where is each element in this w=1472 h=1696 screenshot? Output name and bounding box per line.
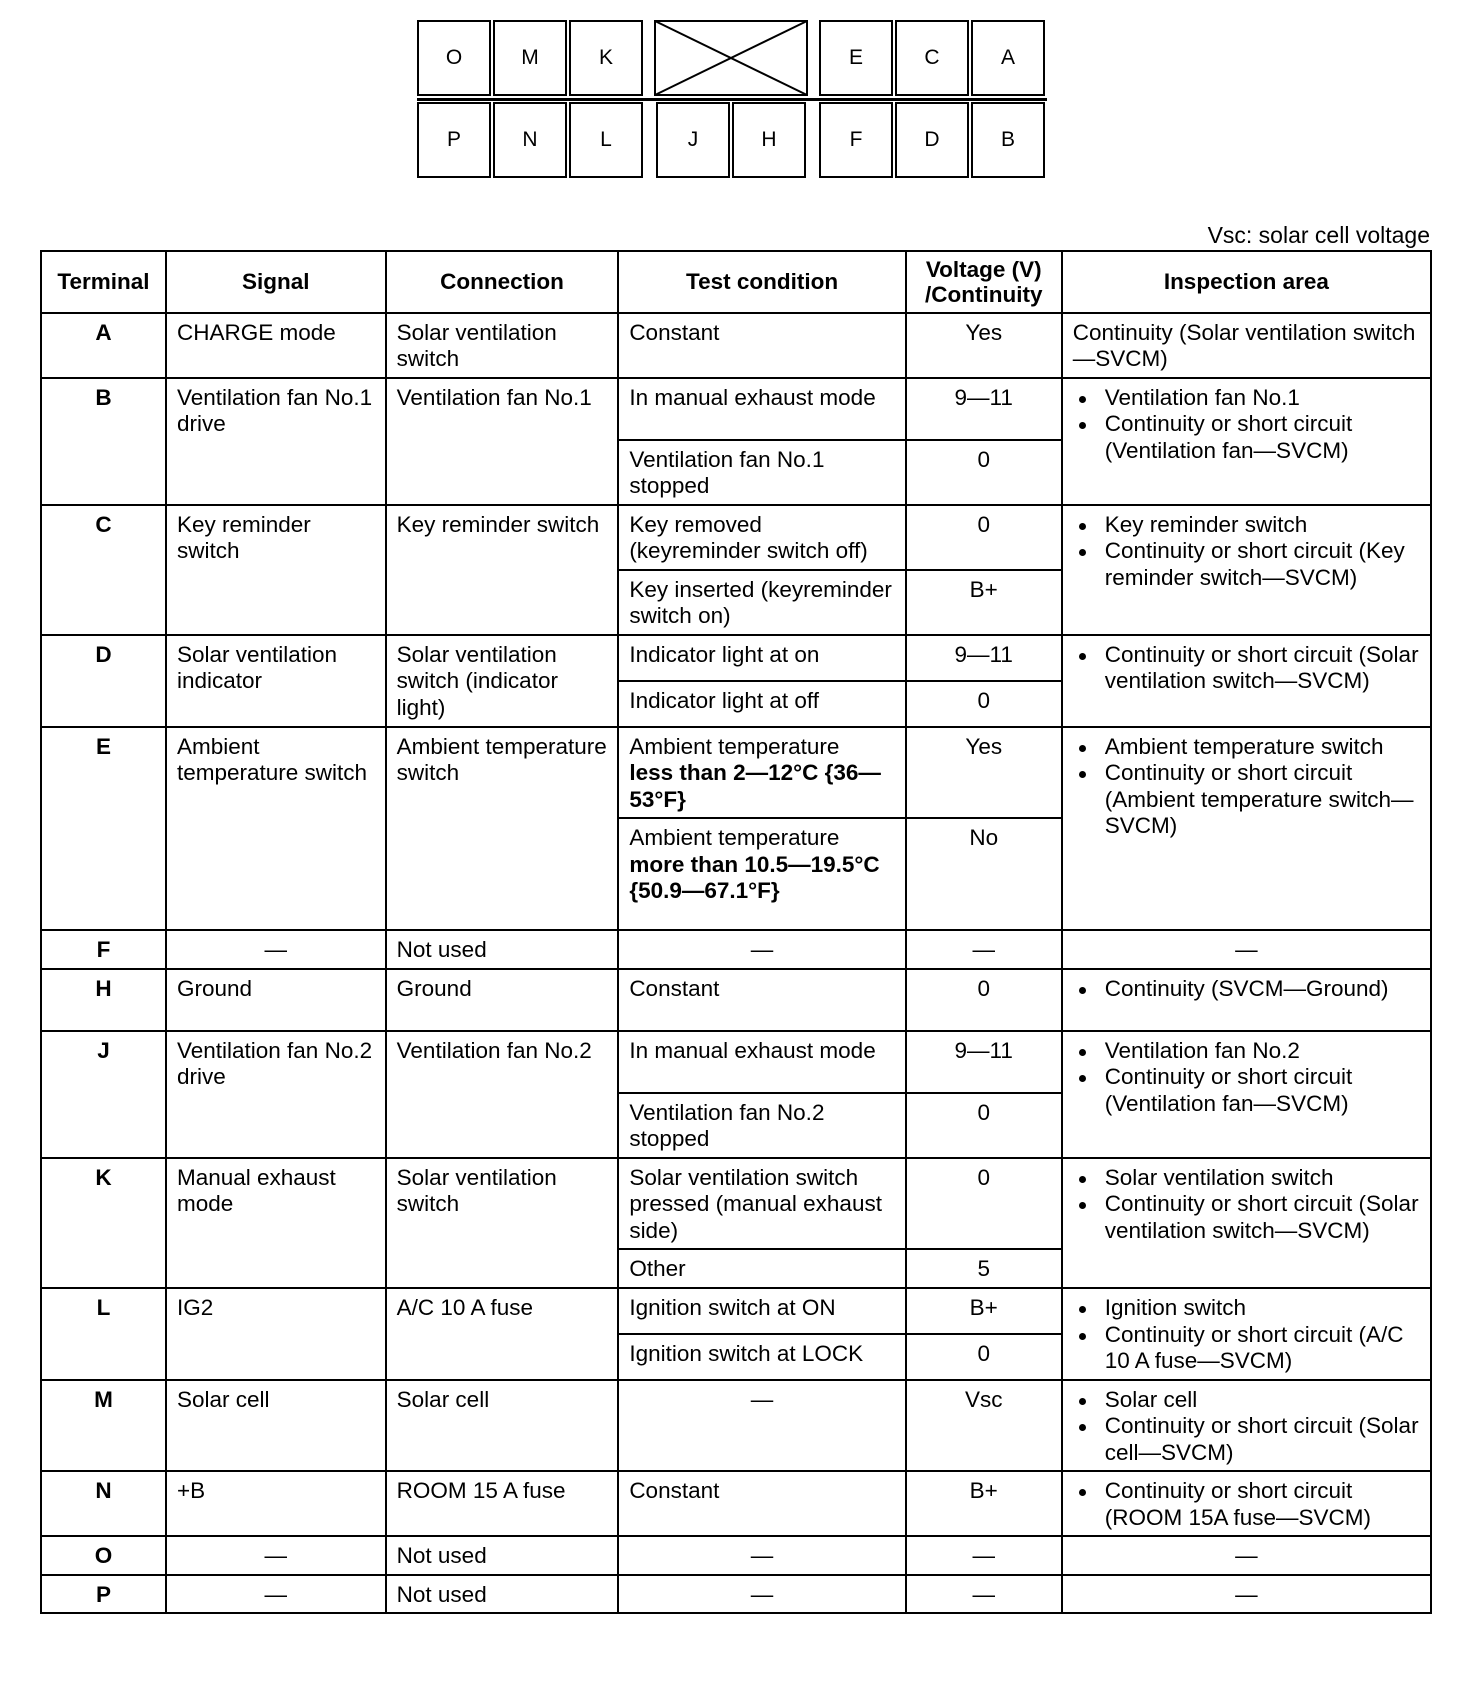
pin-O: O xyxy=(417,20,491,96)
table-row-D xyxy=(41,635,1431,681)
terminal-cell: H xyxy=(41,969,166,1031)
condition-cell: Ventilation fan No.2 stopped xyxy=(618,1093,905,1158)
pin-N: N xyxy=(493,102,567,178)
terminal-cell: A xyxy=(41,313,166,378)
header-signal: Signal xyxy=(166,251,386,313)
condition-cell: Solar ventilation switch pressed (manual exhaust side) xyxy=(618,1158,905,1250)
condition-cell xyxy=(618,818,905,930)
signal-cell: Ground xyxy=(166,969,386,1031)
inspection-item: Continuity or short circuit (A/C 10 A fuse—SVCM) xyxy=(1073,1322,1420,1375)
header-row xyxy=(41,251,1431,313)
pin-F: F xyxy=(819,102,893,178)
condition-cell xyxy=(618,727,905,819)
inspection-item: Ignition switch xyxy=(1073,1295,1420,1322)
inspection-cell xyxy=(1062,635,1431,727)
voltage-cell: 9—11 xyxy=(906,635,1062,681)
condition-threshold: less than 2—12°C {36—53°F} xyxy=(629,760,881,812)
voltage-cell: 9—11 xyxy=(906,1031,1062,1093)
signal-cell: Solar cell xyxy=(166,1380,386,1472)
inspection-cell xyxy=(1062,1031,1431,1158)
table-row-A xyxy=(41,313,1431,378)
condition-cell: Key removed (keyreminder switch off) xyxy=(618,505,905,570)
pin-K: K xyxy=(569,20,643,96)
voltage-cell: 5 xyxy=(906,1249,1062,1288)
table-row-L xyxy=(41,1288,1431,1334)
condition-text: Ambient temperature xyxy=(629,825,840,851)
condition-cell: Indicator light at on xyxy=(618,635,905,681)
connection-cell: Ventilation fan No.2 xyxy=(386,1031,619,1158)
signal-cell: — xyxy=(166,1536,386,1575)
condition-cell: In manual exhaust mode xyxy=(618,1031,905,1093)
voltage-cell: 0 xyxy=(906,505,1062,570)
voltage-cell: Yes xyxy=(906,727,1062,819)
header-test-condition: Test condition xyxy=(618,251,905,313)
inspection-cell: — xyxy=(1062,930,1431,969)
connection-cell: Not used xyxy=(386,930,619,969)
voltage-cell: B+ xyxy=(906,1288,1062,1334)
header-terminal: Terminal xyxy=(41,251,166,313)
vsc-legend: Vsc: solar cell voltage xyxy=(1207,222,1430,248)
voltage-cell: 9—11 xyxy=(906,378,1062,440)
signal-cell: Ventilation fan No.2 drive xyxy=(166,1031,386,1158)
connection-cell: Ground xyxy=(386,969,619,1031)
voltage-cell: Yes xyxy=(906,313,1062,378)
inspection-item: Continuity or short circuit (Ventilation fan—SVCM) xyxy=(1073,1064,1420,1117)
inspection-item: Solar ventilation switch xyxy=(1073,1165,1420,1192)
inspection-cell xyxy=(1062,378,1431,505)
header-voltage xyxy=(906,251,1062,313)
condition-cell: Other xyxy=(618,1249,905,1288)
pin-B: B xyxy=(971,102,1045,178)
voltage-cell: 0 xyxy=(906,969,1062,1031)
terminal-spec-table xyxy=(40,250,1432,1614)
table-row-F xyxy=(41,930,1431,969)
inspection-item: Continuity or short circuit (Solar ventilation switch—SVCM) xyxy=(1073,642,1420,695)
table-row-B xyxy=(41,378,1431,440)
condition-cell: Constant xyxy=(618,1471,905,1536)
inspection-item: Continuity or short circuit (ROOM 15A fuse—SVCM) xyxy=(1073,1478,1420,1531)
pin-L: L xyxy=(569,102,643,178)
condition-cell: Ignition switch at LOCK xyxy=(618,1334,905,1380)
condition-cell: Constant xyxy=(618,313,905,378)
inspection-item: Continuity or short circuit (Ambient temperature switch—SVCM) xyxy=(1073,760,1420,840)
connection-cell: Solar cell xyxy=(386,1380,619,1472)
pin-P: P xyxy=(417,102,491,178)
table-row-K xyxy=(41,1158,1431,1250)
condition-cell: — xyxy=(618,1536,905,1575)
signal-cell: — xyxy=(166,930,386,969)
terminal-cell: E xyxy=(41,727,166,931)
signal-cell: +B xyxy=(166,1471,386,1536)
pin-C: C xyxy=(895,20,969,96)
inspection-cell: — xyxy=(1062,1536,1431,1575)
voltage-cell: — xyxy=(906,1575,1062,1614)
signal-cell: Solar ventilation indicator xyxy=(166,635,386,727)
condition-cell: Ignition switch at ON xyxy=(618,1288,905,1334)
connection-cell: Not used xyxy=(386,1536,619,1575)
condition-cell: In manual exhaust mode xyxy=(618,378,905,440)
connector-divider xyxy=(417,98,1047,101)
pin-E: E xyxy=(819,20,893,96)
inspection-cell xyxy=(1062,727,1431,931)
terminal-cell: C xyxy=(41,505,166,635)
signal-cell: Ambient temperature switch xyxy=(166,727,386,931)
voltage-cell: B+ xyxy=(906,1471,1062,1536)
inspection-item: Continuity or short circuit (Key reminder switch—SVCM) xyxy=(1073,538,1420,591)
signal-cell: Ventilation fan No.1 drive xyxy=(166,378,386,505)
connection-cell: Ambient temperature switch xyxy=(386,727,619,931)
terminal-cell: K xyxy=(41,1158,166,1288)
signal-cell: Manual exhaust mode xyxy=(166,1158,386,1288)
voltage-cell: 0 xyxy=(906,1158,1062,1250)
table-row-H xyxy=(41,969,1431,1031)
inspection-item: Ventilation fan No.1 xyxy=(1073,385,1420,412)
table-row-E xyxy=(41,727,1431,819)
connection-cell: Key reminder switch xyxy=(386,505,619,635)
terminal-cell: M xyxy=(41,1380,166,1472)
voltage-cell: No xyxy=(906,818,1062,930)
inspection-cell xyxy=(1062,1471,1431,1536)
inspection-cell: — xyxy=(1062,1575,1431,1614)
terminal-cell: J xyxy=(41,1031,166,1158)
signal-cell: IG2 xyxy=(166,1288,386,1380)
signal-cell: Key reminder switch xyxy=(166,505,386,635)
inspection-cell xyxy=(1062,969,1431,1031)
table-row-J xyxy=(41,1031,1431,1093)
condition-threshold: more than 10.5—19.5°C {50.9—67.1°F} xyxy=(629,851,880,904)
connection-cell: Solar ventilation switch xyxy=(386,313,619,378)
terminal-cell: O xyxy=(41,1536,166,1575)
inspection-cell: Continuity (Solar ventilation switch—SVCM) xyxy=(1062,313,1431,378)
inspection-item: Continuity or short circuit (Ventilation fan—SVCM) xyxy=(1073,411,1420,464)
terminal-cell: P xyxy=(41,1575,166,1614)
inspection-item: Ambient temperature switch xyxy=(1073,734,1420,761)
table-row-N xyxy=(41,1471,1431,1536)
terminal-cell: F xyxy=(41,930,166,969)
signal-cell: CHARGE mode xyxy=(166,313,386,378)
inspection-cell xyxy=(1062,1288,1431,1380)
inspection-item: Continuity (SVCM—Ground) xyxy=(1073,976,1420,1003)
header-connection: Connection xyxy=(386,251,619,313)
inspection-cell xyxy=(1062,1158,1431,1288)
connection-cell: Ventilation fan No.1 xyxy=(386,378,619,505)
voltage-cell: Vsc xyxy=(906,1380,1062,1472)
connector-diagram xyxy=(417,18,1049,180)
table-row-O xyxy=(41,1536,1431,1575)
connection-cell: Solar ventilation switch xyxy=(386,1158,619,1288)
terminal-cell: N xyxy=(41,1471,166,1536)
condition-cell: Ventilation fan No.1 stopped xyxy=(618,440,905,505)
pin-A: A xyxy=(971,20,1045,96)
connection-cell: Solar ventilation switch (indicator light) xyxy=(386,635,619,727)
connection-cell: Not used xyxy=(386,1575,619,1614)
condition-text: Ambient temperature xyxy=(629,733,840,759)
condition-cell: — xyxy=(618,1575,905,1614)
inspection-item: Continuity or short circuit (Solar ventilation switch—SVCM) xyxy=(1073,1191,1420,1244)
inspection-item: Ventilation fan No.2 xyxy=(1073,1038,1420,1065)
table-row-P xyxy=(41,1575,1431,1614)
inspection-item: Key reminder switch xyxy=(1073,512,1420,539)
blocked-pin-cross xyxy=(654,20,808,96)
pin-M: M xyxy=(493,20,567,96)
voltage-cell: B+ xyxy=(906,570,1062,635)
terminal-cell: D xyxy=(41,635,166,727)
voltage-cell: 0 xyxy=(906,440,1062,505)
terminal-cell: B xyxy=(41,378,166,505)
header-voltage-line2: /Continuity xyxy=(925,281,1043,307)
inspection-cell xyxy=(1062,1380,1431,1472)
voltage-cell: — xyxy=(906,930,1062,969)
signal-cell: — xyxy=(166,1575,386,1614)
pin-D: D xyxy=(895,102,969,178)
pin-J: J xyxy=(656,102,730,178)
connection-cell: A/C 10 A fuse xyxy=(386,1288,619,1380)
condition-cell: Constant xyxy=(618,969,905,1031)
header-inspection: Inspection area xyxy=(1062,251,1431,313)
condition-cell: Indicator light at off xyxy=(618,681,905,727)
header-voltage-line1: Voltage (V) xyxy=(925,257,1042,282)
inspection-cell xyxy=(1062,505,1431,635)
table-row-M xyxy=(41,1380,1431,1472)
condition-cell: — xyxy=(618,930,905,969)
connection-cell: ROOM 15 A fuse xyxy=(386,1471,619,1536)
inspection-item: Solar cell xyxy=(1073,1387,1420,1414)
condition-cell: Key inserted (keyreminder switch on) xyxy=(618,570,905,635)
condition-cell: — xyxy=(618,1380,905,1472)
inspection-item: Continuity or short circuit (Solar cell—SVCM) xyxy=(1073,1413,1420,1466)
voltage-cell: 0 xyxy=(906,1093,1062,1158)
voltage-cell: 0 xyxy=(906,1334,1062,1380)
voltage-cell: 0 xyxy=(906,681,1062,727)
pin-H: H xyxy=(732,102,806,178)
table-row-C xyxy=(41,505,1431,570)
terminal-cell: L xyxy=(41,1288,166,1380)
voltage-cell: — xyxy=(906,1536,1062,1575)
